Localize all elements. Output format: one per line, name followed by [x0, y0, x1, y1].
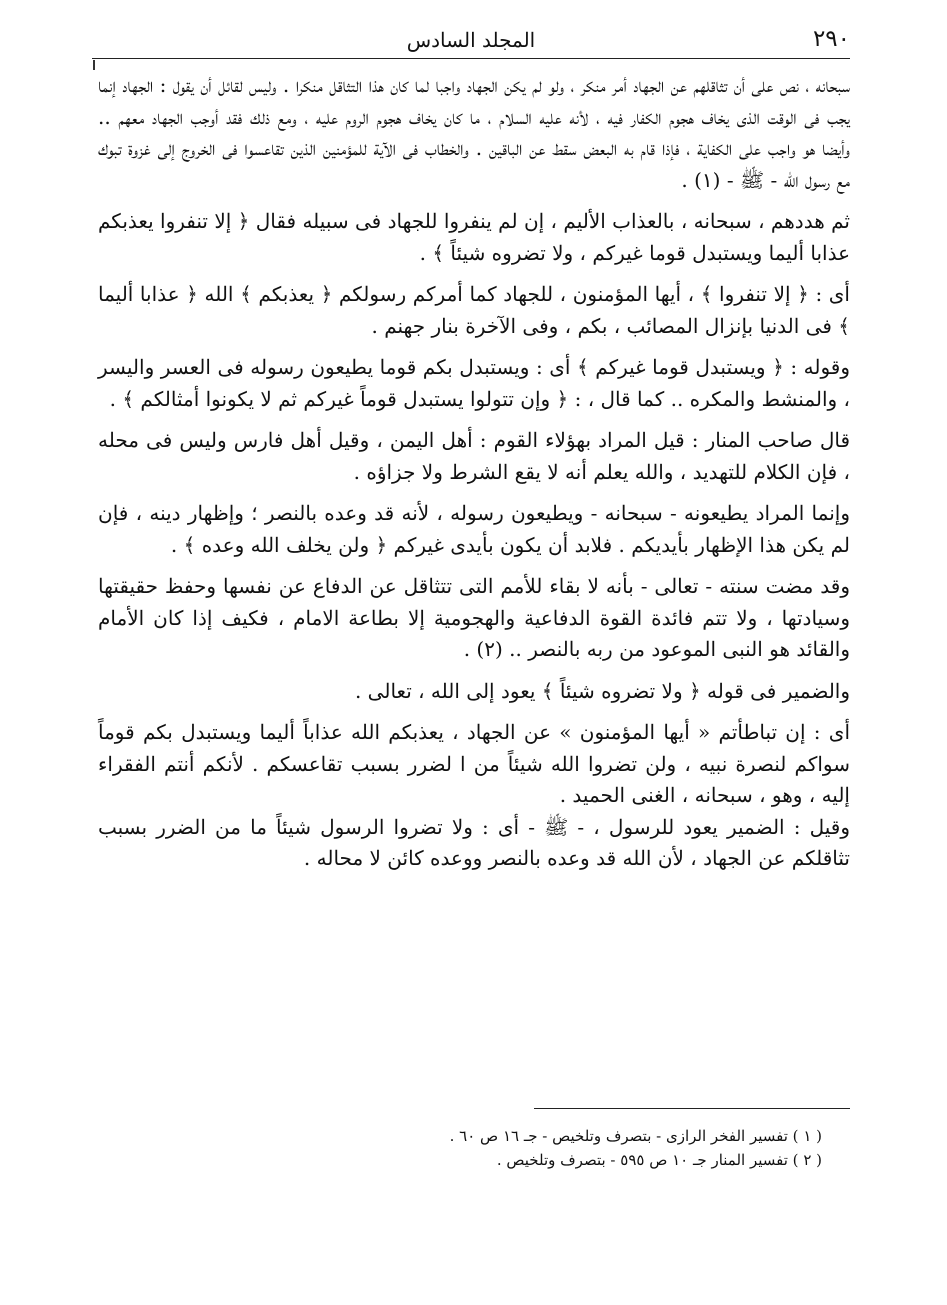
page-number: ٢٩٠ — [812, 26, 850, 52]
running-title: المجلد السادس — [406, 28, 536, 52]
paragraph: ثم هددهم ، سبحانه ، بالعذاب الأليم ، إن لم ينفروا للجهاد فى سبيله فقال ﴿ إلا تنفروا يعذبكم عذابا أليما ويستبدل قوما غيركم ، ولا تضروه شيئاً ﴾ . — [98, 209, 850, 265]
margin-mark — [93, 60, 95, 70]
footnote-divider — [534, 1108, 850, 1109]
body-text — [98, 70, 850, 885]
paragraph: وقوله : ﴿ ويستبدل قوما غيركم ﴾ أى : ويستبدل بكم قوما يطيعون رسوله فى العسر واليسر ، والمنشط والمكره .. كما قال ، : ﴿ وإن تتولوا يستبدل قوماً غيركم ثم لا يكونوا أمثالكم ﴾ . — [98, 355, 850, 411]
paragraph: وإنما المراد يطيعونه - سبحانه - ويطيعون رسوله ، لأنه قد وعده بالنصر ؛ وإظهار دينه ، فإن لم يكن هذا الإظهار بأيديكم . فلابد أن يكون بأيدى غيركم ﴿ ولن يخلف الله وعده ﴾ . — [98, 501, 850, 557]
paragraph: أى : إن تباطأتم « أيها المؤمنون » عن الجهاد ، يعذبكم الله عذاباً أليما ويستبدل بكم قوماً سواكم لنصرة نبيه ، ولن تضروا الله شيئاً من ا لضرر بسبب تقاعسكم . لأنكم أنتم الفقراء إليه ، وهو ، سبحانه ، الغنى الحميد . — [98, 720, 850, 807]
paragraph: سبحانه ، نص على أن تثاقلهم عن الجهاد أمر منكر ، ولو لم يكن الجهاد واجبا لما كان هذا التثاقل منكرا . وليس لقائل أن يقول : الجهاد إنما يجب فى الوقت الذى يخاف هجوم الكفار فيه ، لأنه عليه السلام ، ما كان يخاف هجوم الروم عليه ، ومع ذلك فقد أوجب الجهاد معهم .. وأيضا هو واجب على الكفاية ، فإذا قام به البعض سقط عن الباقين . والخطاب فى الآية للمؤمنين الذين تقاعسوا فى الخروج إلى غزوة تبوك مع رسول الله - ﷺ - (١) . — [98, 73, 850, 192]
page-header — [92, 20, 850, 59]
paragraph: وقد مضت سنته - تعالى - بأنه لا بقاء للأمم التى تتثاقل عن الدفاع عن نفسها وحفظ حقيقتها وسيادتها ، ولا تتم فائدة القوة الدفاعية والهجومية إلا بطاعة الامام ، فكيف إذا كان الأمام والقائد هو النبى الموعود من ربه بالنصر .. (٢) . — [98, 574, 850, 661]
footnote: ( ٢ ) تفسير المنار جـ ١٠ ص ٥٩٥ - بتصرف وتلخيص . — [496, 1151, 822, 1169]
paragraph: وقيل : الضمير يعود للرسول ، - ﷺ - أى : ولا تضروا الرسول شيئاً ما من الضرر بسبب تثاقلكم عن الجهاد ، لأن الله قد وعده بالنصر ووعده كائن لا محاله . — [98, 814, 850, 870]
paragraph: والضمير فى قوله ﴿ ولا تضروه شيئاً ﴾ يعود إلى الله ، تعالى . — [354, 678, 850, 703]
footnote: ( ١ ) تفسير الفخر الرازى - بتصرف وتلخيص - جـ ١٦ ص ٦٠ . — [449, 1127, 822, 1145]
paragraph: قال صاحب المنار : قيل المراد بهؤلاء القوم : أهل اليمن ، وقيل أهل فارس وليس فى محله ، فإن الكلام للتهديد ، والله يعلم أنه لا يقع الشرط ولا جزاؤه . — [98, 428, 850, 484]
footnotes — [222, 1124, 822, 1172]
paragraph: أى : ﴿ إلا تنفروا ﴾ ، أيها المؤمنون ، للجهاد كما أمركم رسولكم ﴿ يعذبكم ﴾ الله ﴿ عذابا أليما ﴾ فى الدنيا بإنزال المصائب ، بكم ، وفى الآخرة بنار جهنم . — [98, 282, 850, 338]
